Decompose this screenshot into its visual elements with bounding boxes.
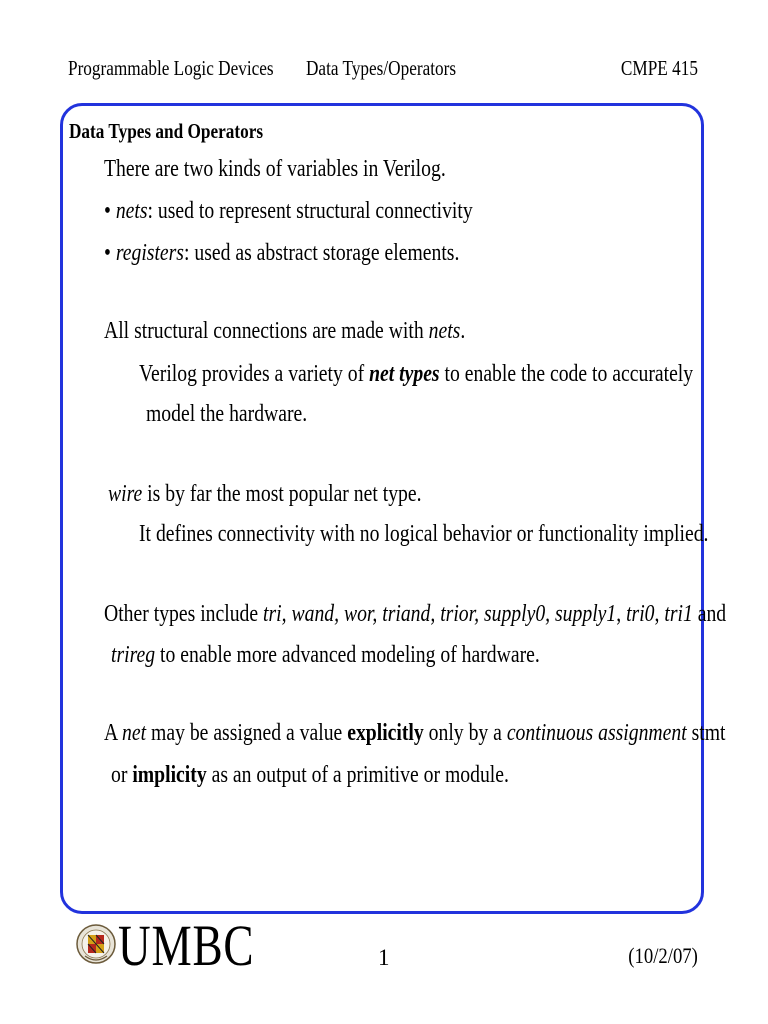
page-number: 1: [378, 945, 390, 970]
umbc-seal-icon: [76, 920, 116, 972]
paragraph-assignment: A net may be assigned a value explicitly only by a continuous assignment stmt: [104, 720, 726, 746]
paragraph-assignment-cont: or implicity as an output of a primitive or module.: [111, 762, 509, 788]
paragraph-wire-detail: It defines connectivity with no logical behavior or functionality implied.: [139, 521, 709, 547]
bullet-registers: • registers: used as abstract storage elements.: [104, 240, 460, 266]
paragraph-net-types: Verilog provides a variety of net types to enable the code to accurately: [139, 361, 694, 387]
slide-title: Data Types and Operators: [69, 119, 264, 143]
slide-header: [0, 56, 768, 90]
intro-text: There are two kinds of variables in Verilog.: [104, 156, 446, 182]
topic-title: Data Types/Operators: [306, 56, 457, 80]
paragraph-net-types-cont: model the hardware.: [146, 401, 308, 427]
course-title: Programmable Logic Devices: [68, 56, 274, 80]
course-code: CMPE 415: [620, 56, 698, 80]
paragraph-wire: wire is by far the most popular net type.: [108, 481, 422, 507]
paragraph-structural: All structural connections are made with nets.: [104, 318, 466, 344]
paragraph-other-types-cont: trireg to enable more advanced modeling of hardware.: [111, 642, 540, 668]
bullet-nets: • nets: used to represent structural connectivity: [104, 198, 473, 224]
umbc-wordmark: UMBC: [118, 913, 255, 978]
paragraph-other-types: Other types include tri, wand, wor, triand, trior, supply0, supply1, tri0, tri1 and: [104, 601, 727, 627]
slide-date: (10/2/07): [628, 943, 698, 968]
